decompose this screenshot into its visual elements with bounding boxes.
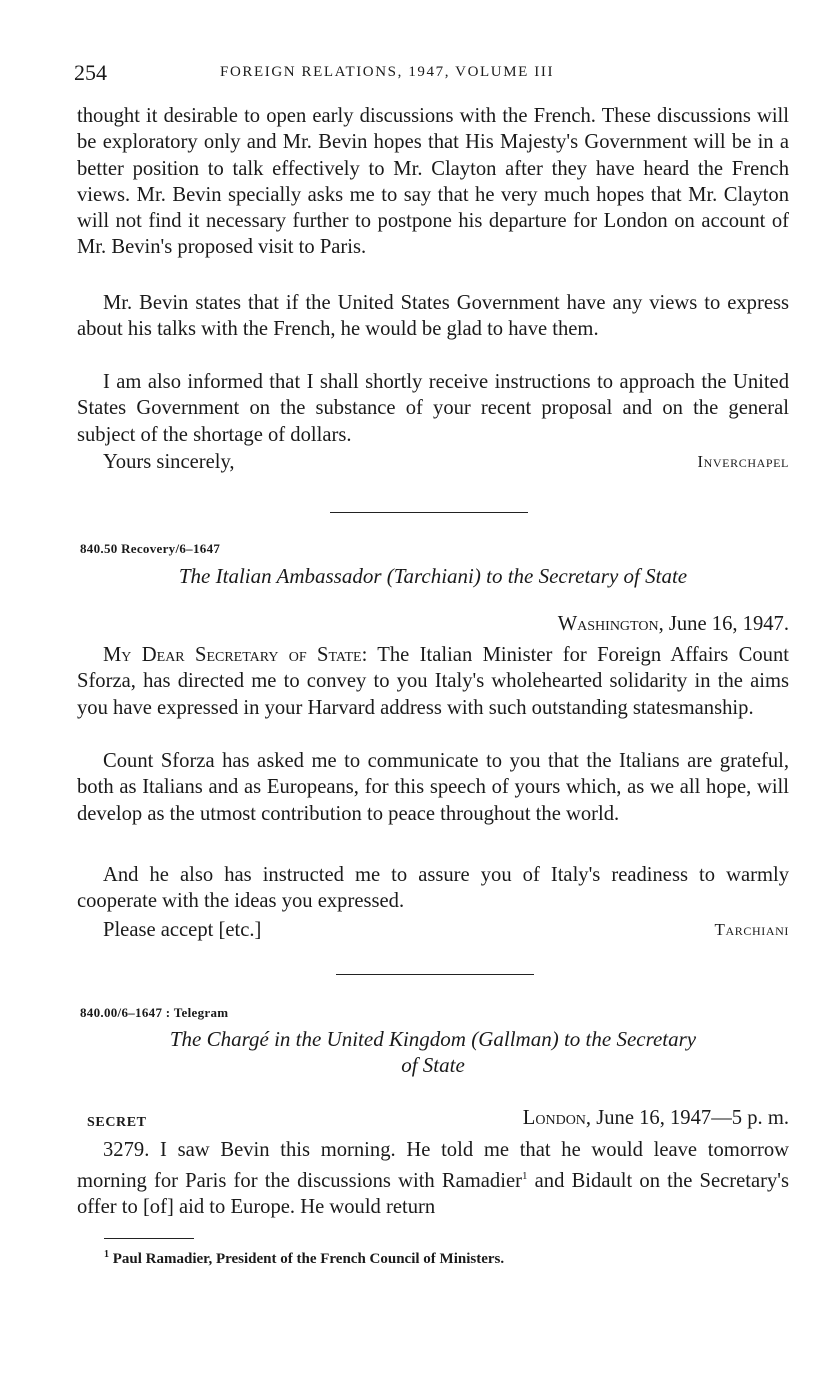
place: Washington xyxy=(557,613,659,635)
file-reference: 840.50 Recovery/6–1647 xyxy=(80,541,221,556)
document-title xyxy=(77,1026,789,1078)
footnote xyxy=(104,1249,794,1268)
section-divider xyxy=(336,974,534,975)
letter2-paragraph-3: And he also has instructed me to assure you of Italy's readiness to warmly cooperate with the ideas you expressed. xyxy=(77,864,789,913)
letter2-paragraph-2: Count Sforza has asked me to communicate to you that the Italians are grateful, both as Italians and as Europeans, for this speech of yours which, as we all hope, will develop as the utmost contribution to peace throughout the world. xyxy=(77,750,789,825)
paragraph-text: and Bidault on the Secretary's offer to [of] aid to Europe. He would return xyxy=(77,1170,789,1219)
footnote-divider xyxy=(104,1238,194,1239)
section-divider xyxy=(330,512,528,513)
title-line-1: The Chargé in the United Kingdom (Gallman) to the Secretary xyxy=(169,1027,697,1051)
document-title: The Italian Ambassador (Tarchiani) to the Secretary of State xyxy=(178,564,688,588)
letter2-closing xyxy=(77,917,789,943)
letter1-closing xyxy=(77,449,789,475)
letter1-paragraph-3: I am also informed that I shall shortly receive instructions to approach the United States Government on the substance of your recent proposal and on the general subject of the shortage of dollars. xyxy=(77,371,789,446)
paragraph-text: : The Italian Minister for Foreign Affairs Count Sforza, has directed me to convey to you Italy's wholehearted solidarity in the aims you have expressed in your Harvard address with such outstanding statesmanship. xyxy=(77,644,789,719)
salutation: My Dear Secretary of State xyxy=(103,644,362,666)
page-header xyxy=(74,60,790,90)
place: London xyxy=(522,1107,586,1129)
page-number: 254 xyxy=(74,60,107,85)
file-reference: 840.00/6–1647 : Telegram xyxy=(80,1005,229,1020)
place-date xyxy=(558,611,789,637)
complimentary-close: Yours sincerely, xyxy=(103,451,235,473)
title-line-2: of State xyxy=(401,1053,465,1077)
complimentary-close: Please accept [etc.] xyxy=(103,919,262,941)
footnote-marker: 1 xyxy=(104,1249,109,1260)
date: , June 16, 1947—5 p. m. xyxy=(585,1107,789,1129)
running-head: FOREIGN RELATIONS, 1947, VOLUME III xyxy=(220,64,555,80)
footnote-text: Paul Ramadier, President of the French Council of Ministers. xyxy=(109,1251,505,1267)
paragraph-text: 3279. I saw Bevin this morning. He told me that he would leave tomorrow morning for Paris for the discussions with Ramadier xyxy=(77,1139,789,1193)
date: , June 16, 1947. xyxy=(658,613,789,635)
footnote-reference: 1 xyxy=(521,1170,528,1183)
letter1-paragraph-1: thought it desirable to open early discussions with the French. These discussions will be exploratory only and Mr. Bevin hopes that His Majesty's Government will be in a better position to talk effectively to Mr. Clayton after they have heard the French views. Mr. Bevin specially asks me to say that he very much hopes that Mr. Clayton will not find it necessary further to postpone his departure for London on account of Mr. Bevin's proposed visit to Paris. xyxy=(77,105,789,259)
signature: Tarchiani xyxy=(714,920,789,939)
place-date xyxy=(523,1105,789,1131)
letter1-paragraph-2: Mr. Bevin states that if the United States Government have any views to express about his talks with the French, he would be glad to have them. xyxy=(77,292,789,341)
signature: Inverchapel xyxy=(697,452,789,471)
classification-marking: SECRET xyxy=(87,1115,147,1130)
letter2-paragraph-1 xyxy=(77,642,789,721)
